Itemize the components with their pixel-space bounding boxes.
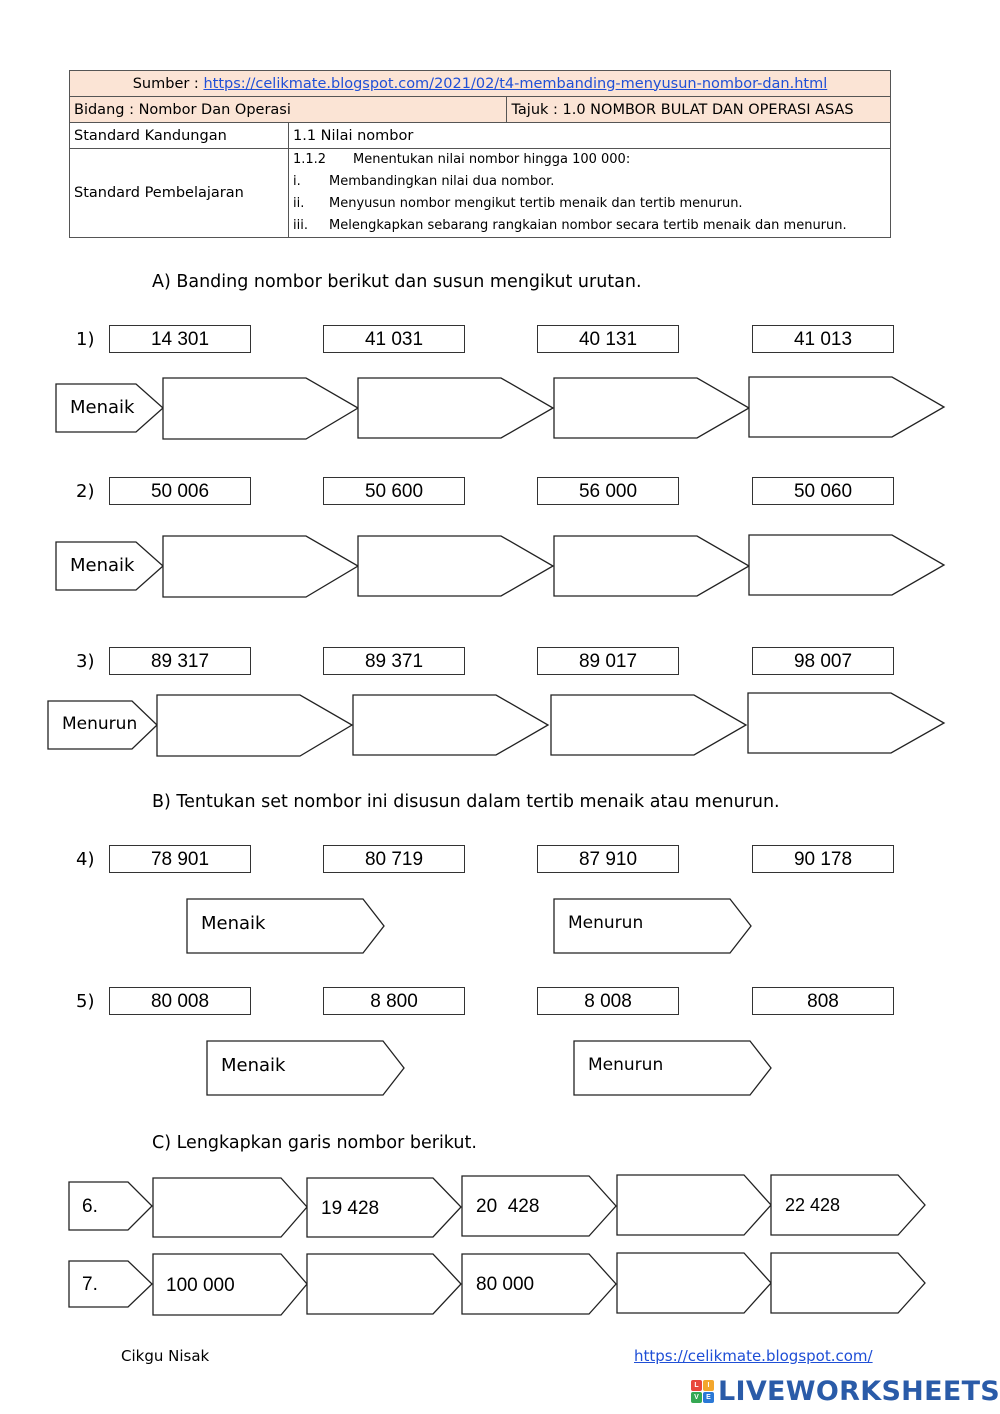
section-b-heading: B) Tentukan set nombor ini disusun dalam tertib menaik atau menurun. [152, 792, 780, 812]
number-box: 56 000 [537, 477, 679, 505]
section-a-heading: A) Banding nombor berikut dan susun mengikut urutan. [152, 272, 642, 292]
order-label: Menaik [70, 555, 135, 576]
sk-label: Standard Kandungan [70, 123, 289, 149]
section-c-heading: C) Lengkapkan garis nombor berikut. [152, 1133, 477, 1153]
option-menurun[interactable]: Menurun [568, 913, 644, 933]
number-box: 89 317 [109, 647, 251, 675]
question-number: 4) [76, 849, 95, 870]
footer-link[interactable]: https://celikmate.blogspot.com/ [634, 1347, 873, 1365]
option-menaik[interactable]: Menaik [201, 913, 266, 934]
source-label: Sumber : [132, 75, 204, 92]
logo-tile: V [691, 1392, 702, 1403]
option-menaik[interactable]: Menaik [221, 1055, 286, 1076]
sp-item: i. Membandingkan nilai dua nombor. [293, 174, 555, 189]
number-box: 87 910 [537, 845, 679, 873]
row-number: 7. [82, 1274, 98, 1295]
order-label: Menaik [70, 397, 135, 418]
number-box: 14 301 [109, 325, 251, 353]
order-label: Menurun [62, 714, 138, 734]
number-box: 90 178 [752, 845, 894, 873]
number-line-value: 19 428 [321, 1198, 380, 1219]
number-line-value: 20 428 [476, 1196, 540, 1217]
sp-item: 1.1.2 Menentukan nilai nombor hingga 100 000: [293, 152, 631, 167]
number-box: 40 131 [537, 325, 679, 353]
logo-tile: L [691, 1380, 702, 1391]
row-number: 6. [82, 1196, 98, 1217]
liveworksheets-logo[interactable] [691, 1376, 1000, 1407]
footer-author: Cikgu Nisak [121, 1347, 210, 1365]
number-line-cell [153, 1178, 307, 1237]
number-box: 808 [752, 987, 894, 1015]
tajuk-cell: Tajuk : 1.0 NOMBOR BULAT DAN OPERASI ASAS [507, 97, 891, 123]
sp-item: iii. Melengkapkan sebarang rangkaian nombor secara tertib menaik dan menurun. [293, 218, 847, 233]
number-box: 89 017 [537, 647, 679, 675]
number-box: 50 006 [109, 477, 251, 505]
number-line-cell [771, 1253, 925, 1313]
number-box: 50 600 [323, 477, 465, 505]
number-box: 89 371 [323, 647, 465, 675]
number-box: 41 031 [323, 325, 465, 353]
number-line-value: 80 000 [476, 1274, 535, 1295]
number-box: 8 008 [537, 987, 679, 1015]
option-menurun[interactable]: Menurun [588, 1055, 664, 1075]
number-line-cell [617, 1253, 771, 1313]
question-number: 2) [76, 481, 95, 502]
sp-item: ii. Menyusun nombor mengikut tertib menaik dan tertib menurun. [293, 196, 743, 211]
number-line-cell [307, 1254, 461, 1314]
number-line-cell [617, 1175, 771, 1235]
bidang-cell: Bidang : Nombor Dan Operasi [70, 97, 507, 123]
logo-tile: I [703, 1380, 714, 1391]
logo-text: LIVEWORKSHEETS [718, 1376, 1000, 1407]
source-link[interactable]: https://celikmate.blogspot.com/2021/02/t4-membanding-menyusun-nombor-dan.html [203, 75, 828, 92]
question-number: 5) [76, 991, 95, 1012]
logo-tile: E [703, 1392, 714, 1403]
number-box: 41 013 [752, 325, 894, 353]
logo-tiles [691, 1380, 714, 1403]
sk-value: 1.1 Nilai nombor [289, 123, 891, 149]
sp-label: Standard Pembelajaran [70, 149, 289, 238]
number-box: 80 008 [109, 987, 251, 1015]
number-line-value: 22 428 [785, 1195, 841, 1215]
number-box: 80 719 [323, 845, 465, 873]
number-line-value: 100 000 [166, 1275, 235, 1296]
number-box: 8 800 [323, 987, 465, 1015]
question-number: 1) [76, 329, 95, 350]
number-box: 78 901 [109, 845, 251, 873]
question-number: 3) [76, 651, 95, 672]
number-box: 50 060 [752, 477, 894, 505]
number-box: 98 007 [752, 647, 894, 675]
